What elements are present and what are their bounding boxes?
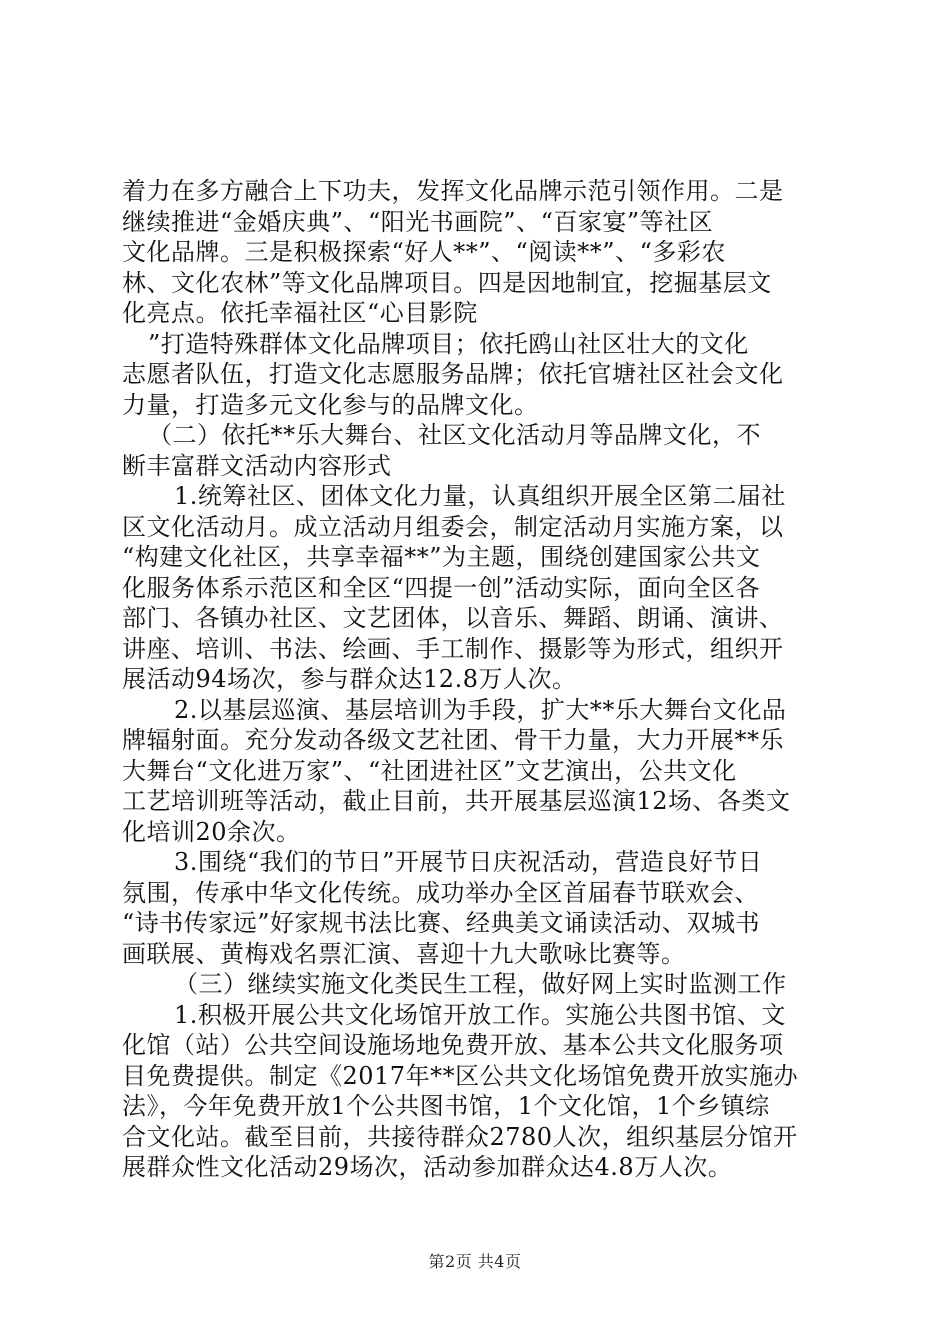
paragraph-line: “构建文化社区，共享幸福**”为主题，围绕创建国家公共文 <box>122 543 761 571</box>
paragraph-line: 2.以基层巡演、基层培训为手段，扩大**乐大舞台文化品 <box>174 696 787 724</box>
section-heading: （三）继续实施文化类民生工程，做好网上实时监测工作 <box>174 970 787 998</box>
paragraph-line: 着力在多方融合上下功夫，发挥文化品牌示范引领作用。二是 <box>122 177 784 205</box>
paragraph-line: 化亮点。依托幸福社区“心目影院 <box>122 299 478 327</box>
paragraph-line: 力量，打造多元文化参与的品牌文化。 <box>122 391 539 419</box>
page-number-footer: 第2页 共4页 <box>428 1252 522 1271</box>
paragraph-line: 部门、各镇办社区、文艺团体，以音乐、舞蹈、朗诵、演讲、 <box>122 604 784 632</box>
paragraph-line: 大舞台“文化进万家”、“社团进社区”文艺演出，公共文化 <box>122 757 737 785</box>
paragraph-line: 继续推进“金婚庆典”、“阳光书画院”、“百家宴”等社区 <box>122 208 714 236</box>
paragraph-line: 法》，今年免费开放1个公共图书馆，1个文化馆，1个乡镇综 <box>122 1092 770 1120</box>
paragraph-line: ”打造特殊群体文化品牌项目；依托鸥山社区壮大的文化 <box>148 330 749 358</box>
paragraph-line: 1.统筹社区、团体文化力量，认真组织开展全区第二届社 <box>174 482 786 510</box>
paragraph-line: 氛围，传承中华文化传统。成功举办全区首届春节联欢会、 <box>122 879 759 907</box>
paragraph-line: 1.积极开展公共文化场馆开放工作。实施公共图书馆、文 <box>174 1001 786 1029</box>
section-heading: （二）依托**乐大舞台、社区文化活动月等品牌文化，不 <box>148 421 761 449</box>
paragraph-line: 牌辐射面。充分发动各级文艺社团、骨干力量，大力开展**乐 <box>122 726 784 754</box>
paragraph-line: 文化品牌。三是积极探索“好人**”、“阅读**”、“多彩农 <box>122 238 726 266</box>
paragraph-line: 志愿者队伍，打造文化志愿服务品牌；依托官塘社区社会文化 <box>122 360 784 388</box>
paragraph-line: 工艺培训班等活动，截止目前，共开展基层巡演12场、各类文 <box>122 787 791 815</box>
paragraph-line: 林、文化农林”等文化品牌项目。四是因地制宜，挖掘基层文 <box>122 269 772 297</box>
paragraph-line: 画联展、黄梅戏名票汇演、喜迎十九大歌咏比赛等。 <box>122 940 686 968</box>
section-heading: 断丰富群文活动内容形式 <box>122 452 392 480</box>
paragraph-line: 目免费提供。制定《2017年**区公共文化场馆免费开放实施办 <box>122 1062 799 1090</box>
paragraph-line: 展活动94场次，参与群众达12.8万人次。 <box>122 665 577 693</box>
paragraph-line: “诗书传家远”好家规书法比赛、经典美文诵读活动、双城书 <box>122 909 761 937</box>
paragraph-line: 化馆（站）公共空间设施场地免费开放、基本公共文化服务项 <box>122 1031 784 1059</box>
paragraph-line: 合文化站。截至目前，共接待群众2780人次，组织基层分馆开 <box>122 1123 798 1151</box>
paragraph-line: 区文化活动月。成立活动月组委会，制定活动月实施方案，以 <box>122 513 784 541</box>
paragraph-line: 讲座、培训、书法、绘画、手工制作、摄影等为形式，组织开 <box>122 635 784 663</box>
paragraph-line: 展群众性文化活动29场次，活动参加群众达4.8万人次。 <box>122 1153 733 1181</box>
paragraph-line: 3.围绕“我们的节日”开展节日庆祝活动，营造良好节日 <box>174 848 763 876</box>
paragraph-line: 化培训20余次。 <box>122 818 301 846</box>
paragraph-line: 化服务体系示范区和全区“四提一创”活动实际，面向全区各 <box>122 574 761 602</box>
